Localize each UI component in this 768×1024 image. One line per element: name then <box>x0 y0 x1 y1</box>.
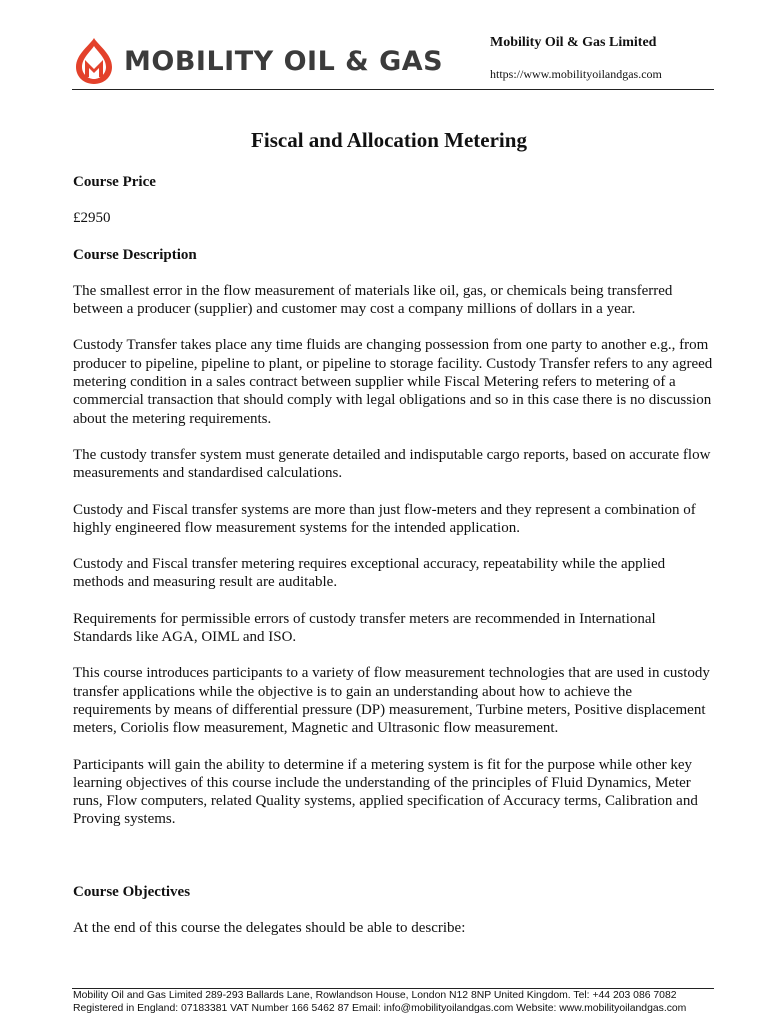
company-website-link[interactable]: https://www.mobilityoilandgas.com <box>490 67 662 81</box>
description-paragraph: This course introduces participants to a variety of flow measurement technologies that are used in custody transfer applications while the objective is to gain an understanding about how to achieve the requirements by means of differential pressure (DP) measurement, Turbine meters, Positive displacement meters, Coriolis flow measurement, Magnetic and Ultrasonic flow measurement. <box>73 665 710 737</box>
description-paragraph: Custody and Fiscal transfer systems are more than just flow-meters and they represent a combination of highly engineered flow measurement systems for the intended application. <box>73 501 696 536</box>
description-paragraph: The smallest error in the flow measurement of materials like oil, gas, or chemicals being transferred between a producer (supplier) and customer may cost a company millions of dollars in a year. <box>73 282 673 318</box>
company-name: Mobility Oil & Gas Limited <box>490 35 657 50</box>
document-title: Fiscal and Allocation Metering <box>251 128 527 152</box>
footer-address-line: Mobility Oil and Gas Limited 289-293 Ballards Lane, Rowlandson House, London N12 8NP United Kingdom. Tel: +44 203 086 7082 <box>73 990 677 1001</box>
company-logo <box>72 36 443 86</box>
footer-registration-line: Registered in England: 07183381 VAT Number 166 5462 87 Email: info@mobilityoilandgas.com Website: www.mobilityoilandgas.com <box>73 1002 687 1014</box>
description-paragraph: Custody Transfer takes place any time fluids are changing possession from one party to another e.g., from producer to pipeline, pipeline to plant, or pipeline to storage facility. Custody Transfer refers to any agreed metering condition in a sales contract between supplier while Fiscal Metering refers to metering of a commercial transaction that should comply with legal obligations and so in this case there is no discussion about the metering requirements. <box>73 337 713 427</box>
objectives-intro: At the end of this course the delegates should be able to describe: <box>73 920 466 937</box>
page-header <box>0 0 768 96</box>
logo-wordmark: MOBILITY OIL & GAS <box>124 45 444 77</box>
description-paragraph: Custody and Fiscal transfer metering requires exceptional accuracy, repeatability while the applied methods and measuring result are auditable. <box>73 556 666 591</box>
description-paragraph: Requirements for permissible errors of custody transfer meters are recommended in International Standards like AGA, OIML and ISO. <box>73 610 656 646</box>
course-objectives-heading: Course Objectives <box>73 883 191 900</box>
course-price-heading: Course Price <box>73 174 156 190</box>
footer-divider <box>72 988 714 989</box>
course-price-value: £2950 <box>73 210 111 227</box>
document-body <box>73 173 713 937</box>
page-footer <box>73 990 723 1015</box>
course-description-heading: Course Description <box>73 246 197 263</box>
header-divider <box>72 89 714 90</box>
description-paragraph: The custody transfer system must generate detailed and indisputable cargo reports, based on accurate flow measurements and standardised calculations. <box>73 446 711 482</box>
description-paragraph: Participants will gain the ability to determine if a metering system is fit for the purpose while other key learning objectives of this course include the understanding of the principles of Fluid Dynamics, Meter runs, Flow computers, related Quality systems, applied specification of Accuracy terms, Calibration and Proving systems. <box>73 756 698 828</box>
m-flame-icon <box>72 36 116 86</box>
